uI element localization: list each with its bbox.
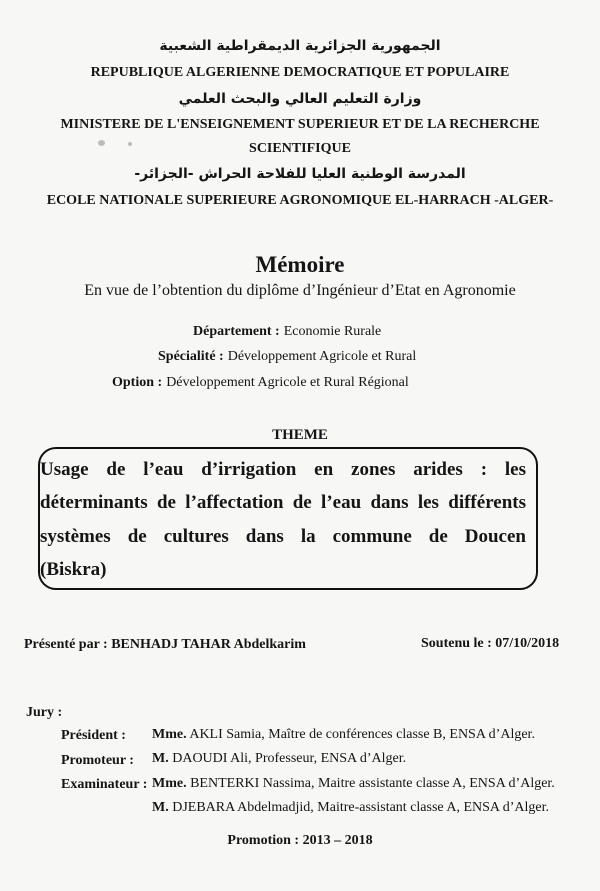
departement-label: Département : [193, 324, 280, 339]
theme-line-1: Usage de l’eau d’irrigation en zones arides : les [40, 459, 526, 480]
option-row [112, 373, 409, 391]
promoteur-title: M. [152, 751, 169, 766]
examinateur-entry-2 [152, 800, 549, 816]
promoteur-label: Promoteur : [61, 753, 134, 768]
theme-line-4: (Biskra) [40, 559, 107, 580]
departement-value: Economie Rurale [283, 324, 382, 339]
examinateur1-value: BENTERKI Nassima, Maitre assistante classe A, ENSA d’Alger. [190, 776, 555, 791]
examinateur-label: Examinateur : [61, 777, 148, 792]
president-value: AKLI Samia, Maître de conférences classe B, ENSA d’Alger. [189, 727, 535, 742]
option-label: Option : [112, 375, 163, 390]
specialite-value: Développement Agricole et Rural [227, 349, 417, 364]
ministry-line-1: MINISTERE DE L'ENSEIGNEMENT SUPERIEUR ET DE LA RECHERCHE [60, 117, 540, 132]
specialite-row [158, 347, 416, 365]
theme-heading: THEME [272, 427, 328, 443]
presente-label: Présenté par : [24, 637, 108, 652]
republic-line: REPUBLIQUE ALGERIENNE DEMOCRATIQUE ET POPULAIRE [90, 65, 510, 80]
presente-value: BENHADJ TAHAR Abdelkarim [111, 637, 306, 652]
theme-line-3: systèmes de cultures dans la commune de Doucen [40, 526, 526, 547]
presente-row [24, 637, 306, 653]
promoteur-value: DAOUDI Ali, Professeur, ENSA d’Alger. [172, 751, 407, 766]
examinateur2-value: DJEBARA Abdelmadjid, Maitre-assistant classe A, ENSA d’Alger. [172, 800, 550, 815]
soutenu-date: Soutenu le : 07/10/2018 [421, 636, 560, 651]
specialite-label: Spécialité : [158, 349, 224, 364]
arabic-republic-line: الجمهورية الجزائرية الديمقراطية الشعبية [159, 38, 441, 54]
option-value: Développement Agricole et Rural Régional [166, 375, 409, 390]
theme-line-2: déterminants de l’affectation de l’eau dans les différents [40, 492, 526, 513]
promoteur-entry [152, 751, 406, 767]
ministry-line-2: SCIENTIFIQUE [249, 141, 351, 156]
jury-heading: Jury : [26, 705, 63, 720]
departement-row [193, 322, 381, 340]
promotion-line: Promotion : 2013 – 2018 [227, 833, 373, 848]
president-label: Président : [61, 728, 126, 743]
arabic-ministry-line: وزارة التعليم العالي والبحث العلمي [178, 91, 422, 107]
arabic-school-line: المدرسة الوطنية العليا للفلاحة الحراش -الجزائر- [134, 166, 466, 182]
president-entry [152, 727, 535, 743]
memoire-title: Mémoire [255, 252, 345, 277]
memoire-subtitle: En vue de l’obtention du diplôme d’Ingénieur d’Etat en Agronomie [84, 282, 516, 299]
examinateur1-title: Mme. [152, 776, 187, 791]
examinateur2-title: M. [152, 800, 169, 815]
examinateur-entry-1 [152, 776, 555, 792]
president-title: Mme. [152, 727, 187, 742]
school-line: ECOLE NATIONALE SUPERIEURE AGRONOMIQUE EL-HARRACH -ALGER- [46, 193, 554, 208]
